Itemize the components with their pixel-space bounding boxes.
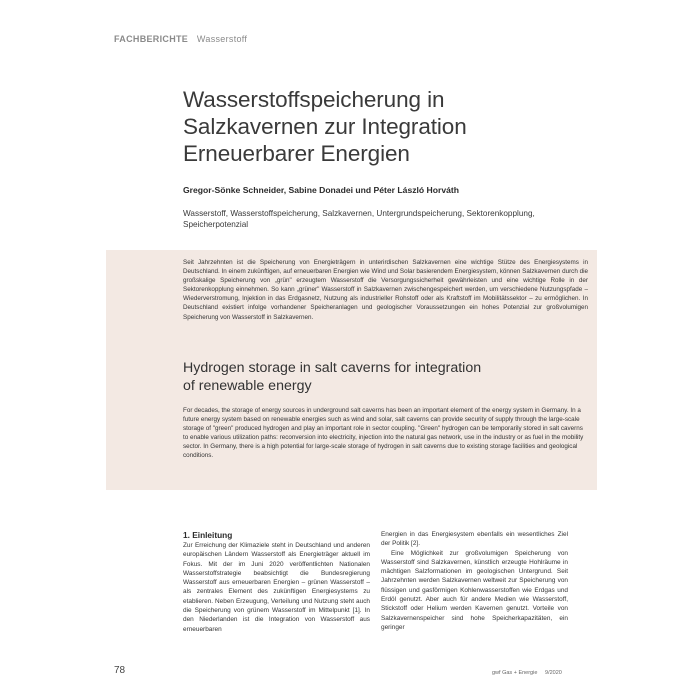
keywords: Wasserstoff, Wasserstoffspeicherung, Salzkavernen, Untergrundspeicherung, Sektorenkopplung, Speicherpotenzial	[183, 209, 535, 229]
header-subsection: Wasserstoff	[196, 34, 248, 44]
header-section: FACHBERICHTE	[114, 34, 189, 44]
title-line: Salzkavernen zur Integration	[183, 114, 467, 139]
abstract-german: Seit Jahrzehnten ist die Speicherung von Energieträgern in unterirdischen Salzkavernen eine wichtige Stütze des Energiesystems in Deutschland. In einem zukünftigen, auf erneuerbaren Energien wie Wind und Solar basierendem Energiesystem, können Salzkavernen durch die großskalige Speicherung von „grün" erzeugtem Wasserstoff die Versorgungssicherheit gewährleisten und eine wichtige Rolle in der Sektorenkopplung einnehmen. So kann „grüner" Wasserstoff in Salzkavernen zwischengespeichert werden, um verschiedene Nutzungspfade – Wiederverstromung, Injektion in das Erdgasnetz, Nutzung als industrieller Rohstoff oder als Kraftstoff im Mobilitätssektor – zu ermöglichen. In Deutschland existiert infolge vorhandener Speicheranlagen und geologischer Voraussetzungen ein hohes Potenzial zur großvolumigen Speicherung von Wasserstoff in Salzkavernen.	[183, 259, 588, 321]
title-line: Erneuerbarer Energien	[183, 141, 410, 166]
page-number: 78	[114, 665, 126, 676]
english-title-line: of renewable energy	[183, 378, 312, 394]
journal-footer: gwf Gas + Energie 9/2020	[492, 670, 562, 676]
body-column-left	[183, 530, 370, 634]
abstract-english: For decades, the storage of energy sources in underground salt caverns has been an important element of the energy system in Germany. In a future energy system based on renewable energies such as wind and solar, salt caverns can provide security of supply through the large-scale storage of "green" produced hydrogen and play an important role in sector coupling. "Green" hydrogen can be temporarily stored in salt caverns to enable various utilization paths: reconversion into electricity, injection into the natural gas network, use in the industry or as fuel in the mobility sector. In Germany, there is a high potential for large-scale storage of hydrogen in salt caverns due to existing storage facilities and geological conditions.	[183, 407, 584, 460]
body-column-right	[381, 530, 568, 632]
section-heading: 1. Einleitung	[183, 530, 233, 540]
title-line: Wasserstoffspeicherung in	[183, 87, 445, 112]
body-paragraph: Zur Erreichung der Klimaziele steht in Deutschland und anderen europäischen Ländern Wasserstoff als Energieträger aktuell im Fokus. Mit der im Juni 2020 veröffentlichten Nationalen Wasserstoffstrategie beabsichtigt die Bundesregierung Wasserstoff aus erneuerbaren Energien – grünen Wasserstoff – als zentrales Element des zukünftigen Energiesystems zu etablieren. Neben Erzeugung, Verteilung und Nutzung steht auch die Speicherung von grünem Wasserstoff im Mittelpunkt [1]. In den Niederlanden ist die Integration von Wasserstoff aus erneuerbaren	[183, 542, 370, 633]
running-header	[114, 34, 247, 44]
article-title	[183, 86, 583, 167]
english-title-line: Hydrogen storage in salt caverns for integration	[183, 360, 482, 376]
authors: Gregor-Sönke Schneider, Sabine Donadei und Péter László Horváth	[183, 185, 460, 195]
english-title	[183, 359, 563, 395]
body-paragraph: Energien in das Energiesystem ebenfalls ein wesentliches Ziel der Politik [2].	[381, 531, 568, 548]
body-paragraph: Eine Möglichkeit zur großvolumigen Speicherung von Wasserstoff sind Salzkavernen, künstlich erzeugte Hohlräume in mächtigen Salzformationen im geologischen Untergrund. Seit Jahrzehnten werden Salzkavernen weltweit zur Speicherung von flüssigen und gasförmigen Kohlenwasserstoffen wie Erdgas und Erdöl genutzt. Aber auch für andere Medien wie Wasserstoff, Stickstoff oder Helium werden Kavernen genutzt. Vorteile von Salzkavernenspeicher sind hohe Speicherkapazitäten, ein geringer	[381, 549, 568, 631]
